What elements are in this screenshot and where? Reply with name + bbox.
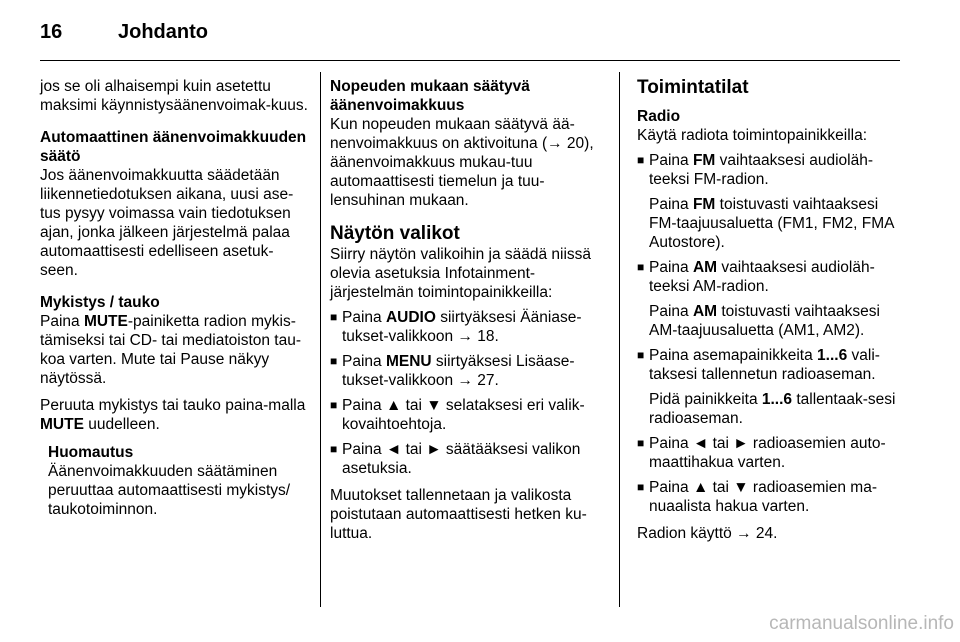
text-run: Pidä painikkeita xyxy=(649,391,762,408)
modes-heading: Toimintatilat xyxy=(637,77,749,98)
text-run: Paina asemapainikkeita xyxy=(649,347,818,364)
text-run: tallentaak-sesi radioaseman. xyxy=(649,391,896,427)
page-header xyxy=(40,18,900,48)
text-run: Paina ◄ tai ► säätääksesi valikon asetuksia. xyxy=(342,441,581,477)
radio-button-list xyxy=(637,151,902,189)
text-run: Paina ▲ tai ▼ radioasemien ma-nuaalista hakua varten. xyxy=(649,479,877,515)
mute-paragraph-2 xyxy=(40,396,308,434)
section-title: Johdanto xyxy=(118,21,208,43)
display-menus-heading: Näytön valikot xyxy=(330,223,460,244)
bullet-icon: ■ xyxy=(637,153,645,167)
text-run: vaihtaaksesi audioläh-teeksi FM-radion. xyxy=(649,152,874,188)
mute-key-label: MUTE xyxy=(40,416,84,433)
audio-key-label: AUDIO xyxy=(385,309,436,326)
header-divider xyxy=(40,60,900,61)
list-item xyxy=(330,396,605,434)
bullet-icon: ■ xyxy=(637,480,645,494)
mute-paragraph-1 xyxy=(40,312,308,388)
text-run: Paina xyxy=(342,353,386,370)
auto-volume-paragraph: Jos äänenvoimakkuutta säädetään liikennetiedotuksen aikana, uusi ase-tus pysyy voimassa vain tiedotuksen ajan, jonka jälkeen järjestelmä palaa automaattisesti edelliseen asetuk-seen. xyxy=(40,167,294,279)
closing-paragraph: Muutokset tallennetaan ja valikosta poistutaan automaattisesti hetken ku-luttua. xyxy=(330,487,587,542)
preset-sub-paragraph xyxy=(637,390,902,428)
list-item xyxy=(330,352,605,390)
text-run: toistuvasti vaihtaaksesi FM-taajuusaluetta (FM1, FM2, FMA Autostore). xyxy=(649,196,894,251)
note-box xyxy=(48,443,308,519)
list-item xyxy=(330,308,605,346)
text-run: uudelleen. xyxy=(83,416,160,433)
bullet-icon: ■ xyxy=(637,436,645,450)
radio-button-list xyxy=(637,434,902,516)
list-item xyxy=(637,434,902,472)
fm-key-label: FM xyxy=(692,196,716,213)
column-3 xyxy=(637,77,902,543)
column-2 xyxy=(330,77,605,543)
text-run: vaihtaaksesi audioläh-teeksi AM-radion. xyxy=(649,259,875,295)
radio-button-list xyxy=(637,258,902,296)
fm-sub-paragraph xyxy=(637,195,902,252)
bullet-icon: ■ xyxy=(330,398,338,412)
list-item xyxy=(637,151,902,189)
fm-key-label: FM xyxy=(692,152,716,169)
note-title: Huomautus xyxy=(48,444,134,461)
text-run: Paina ◄ tai ► radioasemien auto-maattihakua varten. xyxy=(649,435,886,471)
menu-key-label: MENU xyxy=(385,353,432,370)
text-run: vali-taksesi tallennetun radioaseman. xyxy=(649,347,880,383)
intro-paragraph: jos se oli alhaisempi kuin asetettu maksimi käynnistysäänenvoimak-kuus. xyxy=(40,78,308,114)
text-run: siirtyäksesi Ääniase-tukset-valikkoon → 18. xyxy=(342,309,582,345)
text-run: Paina xyxy=(649,196,693,213)
list-item xyxy=(330,440,605,478)
preset-key-label: 1...6 xyxy=(817,347,848,364)
speed-volume-heading: Nopeuden mukaan säätyvä äänenvoimakkuus xyxy=(330,78,530,114)
text-run: siirtyäksesi Lisäase-tukset-valikkoon → 27. xyxy=(342,353,575,389)
am-key-label: AM xyxy=(692,259,718,276)
bullet-icon: ■ xyxy=(330,310,338,324)
bullet-icon: ■ xyxy=(637,348,645,362)
menu-button-list xyxy=(330,308,605,478)
text-run: Paina xyxy=(649,259,693,276)
column-1 xyxy=(40,77,308,519)
display-menus-intro: Siirry näytön valikoihin ja säädä niissä olevia asetuksia Infotainment-järjestelmän toimintopainikkeilla: xyxy=(330,246,592,301)
am-key-label: AM xyxy=(692,303,718,320)
preset-key-label: 1...6 xyxy=(761,391,793,408)
note-text: Äänenvoimakkuuden säätäminen peruuttaa automaattisesti mykistys/ taukotoiminnon. xyxy=(48,463,291,518)
text-run: Paina xyxy=(342,309,386,326)
mute-heading: Mykistys / tauko xyxy=(40,294,160,311)
text-run: Paina xyxy=(649,303,693,320)
text-run: Paina xyxy=(649,152,693,169)
text-run: Peruuta mykistys tai tauko paina-malla xyxy=(40,397,306,414)
watermark: carmanualsonline.info xyxy=(769,613,954,634)
am-sub-paragraph xyxy=(637,302,902,340)
column-divider-2 xyxy=(619,72,620,607)
bullet-icon: ■ xyxy=(330,354,338,368)
text-run: toistuvasti vaihtaaksesi AM-taajuusaluetta (AM1, AM2). xyxy=(649,303,880,339)
text-run: -painiketta radion mykis-tämiseksi tai CD- tai mediatoiston tau-koa varten. Mute tai Pause näkyy näytössä. xyxy=(40,313,302,387)
mute-key-label: MUTE xyxy=(83,313,128,330)
radio-reference: Radion käyttö → 24. xyxy=(637,525,778,542)
list-item xyxy=(637,478,902,516)
radio-button-list xyxy=(637,346,902,384)
list-item xyxy=(637,346,902,384)
bullet-icon: ■ xyxy=(637,260,645,274)
bullet-icon: ■ xyxy=(330,442,338,456)
radio-intro: Käytä radiota toimintopainikkeilla: xyxy=(637,127,868,144)
text-run: Paina ▲ tai ▼ selataksesi eri valik-kovaihtoehtoja. xyxy=(342,397,585,433)
list-item xyxy=(637,258,902,296)
auto-volume-heading: Automaattinen äänenvoimakkuuden säätö xyxy=(40,129,307,165)
page-number: 16 xyxy=(40,21,63,43)
radio-heading: Radio xyxy=(637,108,681,125)
speed-volume-paragraph: Kun nopeuden mukaan säätyvä ää-nenvoimakkuus on aktivoituna (→ 20), äänenvoimakkuus mukau-tuu automaattisesti tiemelun ja tuu-lensuhinan mukaan. xyxy=(330,116,594,209)
column-divider-1 xyxy=(320,72,321,607)
text-run: Paina xyxy=(40,313,84,330)
